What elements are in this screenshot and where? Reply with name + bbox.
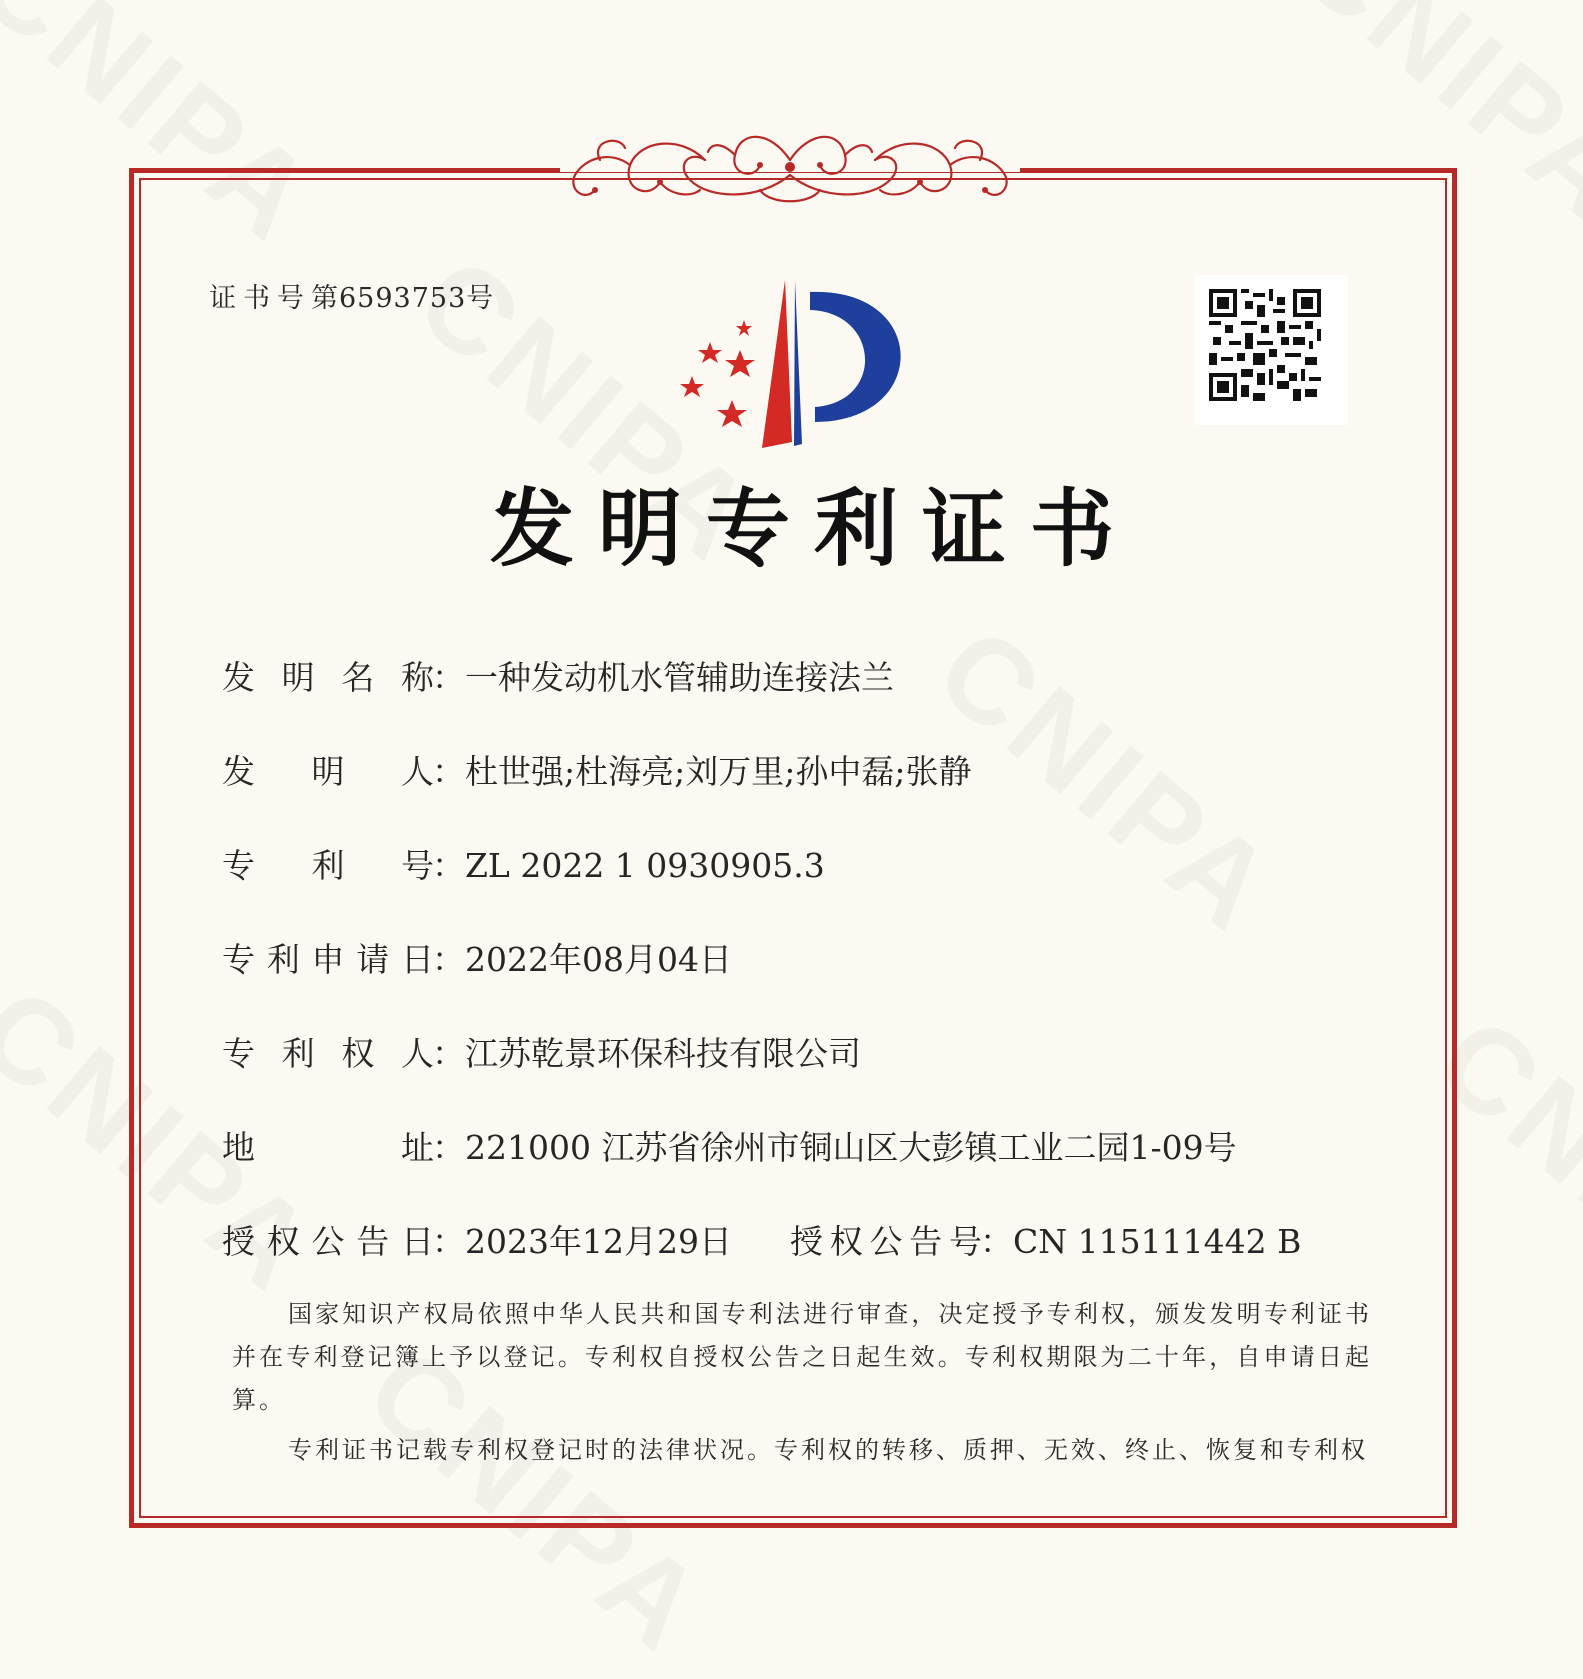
field-value: 一种发动机水管辅助连接法兰 [465,658,894,697]
field-address [222,1122,1237,1169]
certificate-number [209,276,494,315]
field-label: 专利权人 [222,1034,434,1073]
field-label: 专利申请日 [222,940,434,979]
qr-code[interactable] [1195,275,1348,425]
field-colon: ： [432,846,465,885]
qr-code-icon [1209,289,1321,401]
field-label: 发明名称 [222,658,434,697]
field-colon: ： [432,752,465,791]
statement-paragraph-1: 国家知识产权局依照中华人民共和国专利法进行审查，决定授予专利权，颁发发明专利证书并在专利登记簿上予以登记。专利权自授权公告之日起生效。专利权期限为二十年，自申请日起算。 [232,1300,1372,1414]
field-value: 221000 江苏省徐州市铜山区大彭镇工业二园1-09号 [465,1128,1237,1167]
field-application-date [222,934,732,981]
field-inventors [222,746,971,793]
field-label: 发明人 [222,752,434,791]
certificate-title: 发明专利证书 [490,479,1139,578]
field-invention-name [222,652,894,699]
field-patentee [222,1028,861,1075]
field-value: 江苏乾景环保科技有限公司 [465,1034,861,1073]
field-grant-date [222,1216,732,1263]
field-colon: ： [432,658,465,697]
field-label: 专利号 [222,846,434,885]
field-patent-number [222,840,825,887]
field-label: 授权公告日 [222,1222,434,1261]
field-value: 杜世强;杜海亮;刘万里;孙中磊;张静 [465,752,972,791]
statement-paragraph-2: 专利证书记载专利权登记时的法律状况。专利权的转移、质押、无效、终止、恢复和专利权 [288,1436,1368,1464]
field-value: ZL 2022 1 0930905.3 [465,846,825,885]
ornament-dragon-scroll [560,120,1020,215]
field-colon: ： [432,1222,465,1261]
certificate-number-label: 证书号 [209,283,311,314]
field-value: 2023年12月29日 [465,1222,732,1261]
certificate-number-value: 第6593753号 [311,283,495,314]
field-colon: ： [432,1034,465,1073]
certificate-statement [232,1293,1372,1472]
field-value: CN 115111442 B [1013,1222,1302,1261]
field-grant-number [790,1216,1301,1263]
cnipa-emblem-logo [670,272,910,452]
field-value: 2022年08月04日 [465,940,732,979]
field-colon: ： [432,1128,465,1167]
field-label: 授权公告号 [790,1222,982,1261]
field-label: 地址 [222,1128,434,1167]
field-colon: ： [980,1222,1013,1261]
field-colon: ： [432,940,465,979]
